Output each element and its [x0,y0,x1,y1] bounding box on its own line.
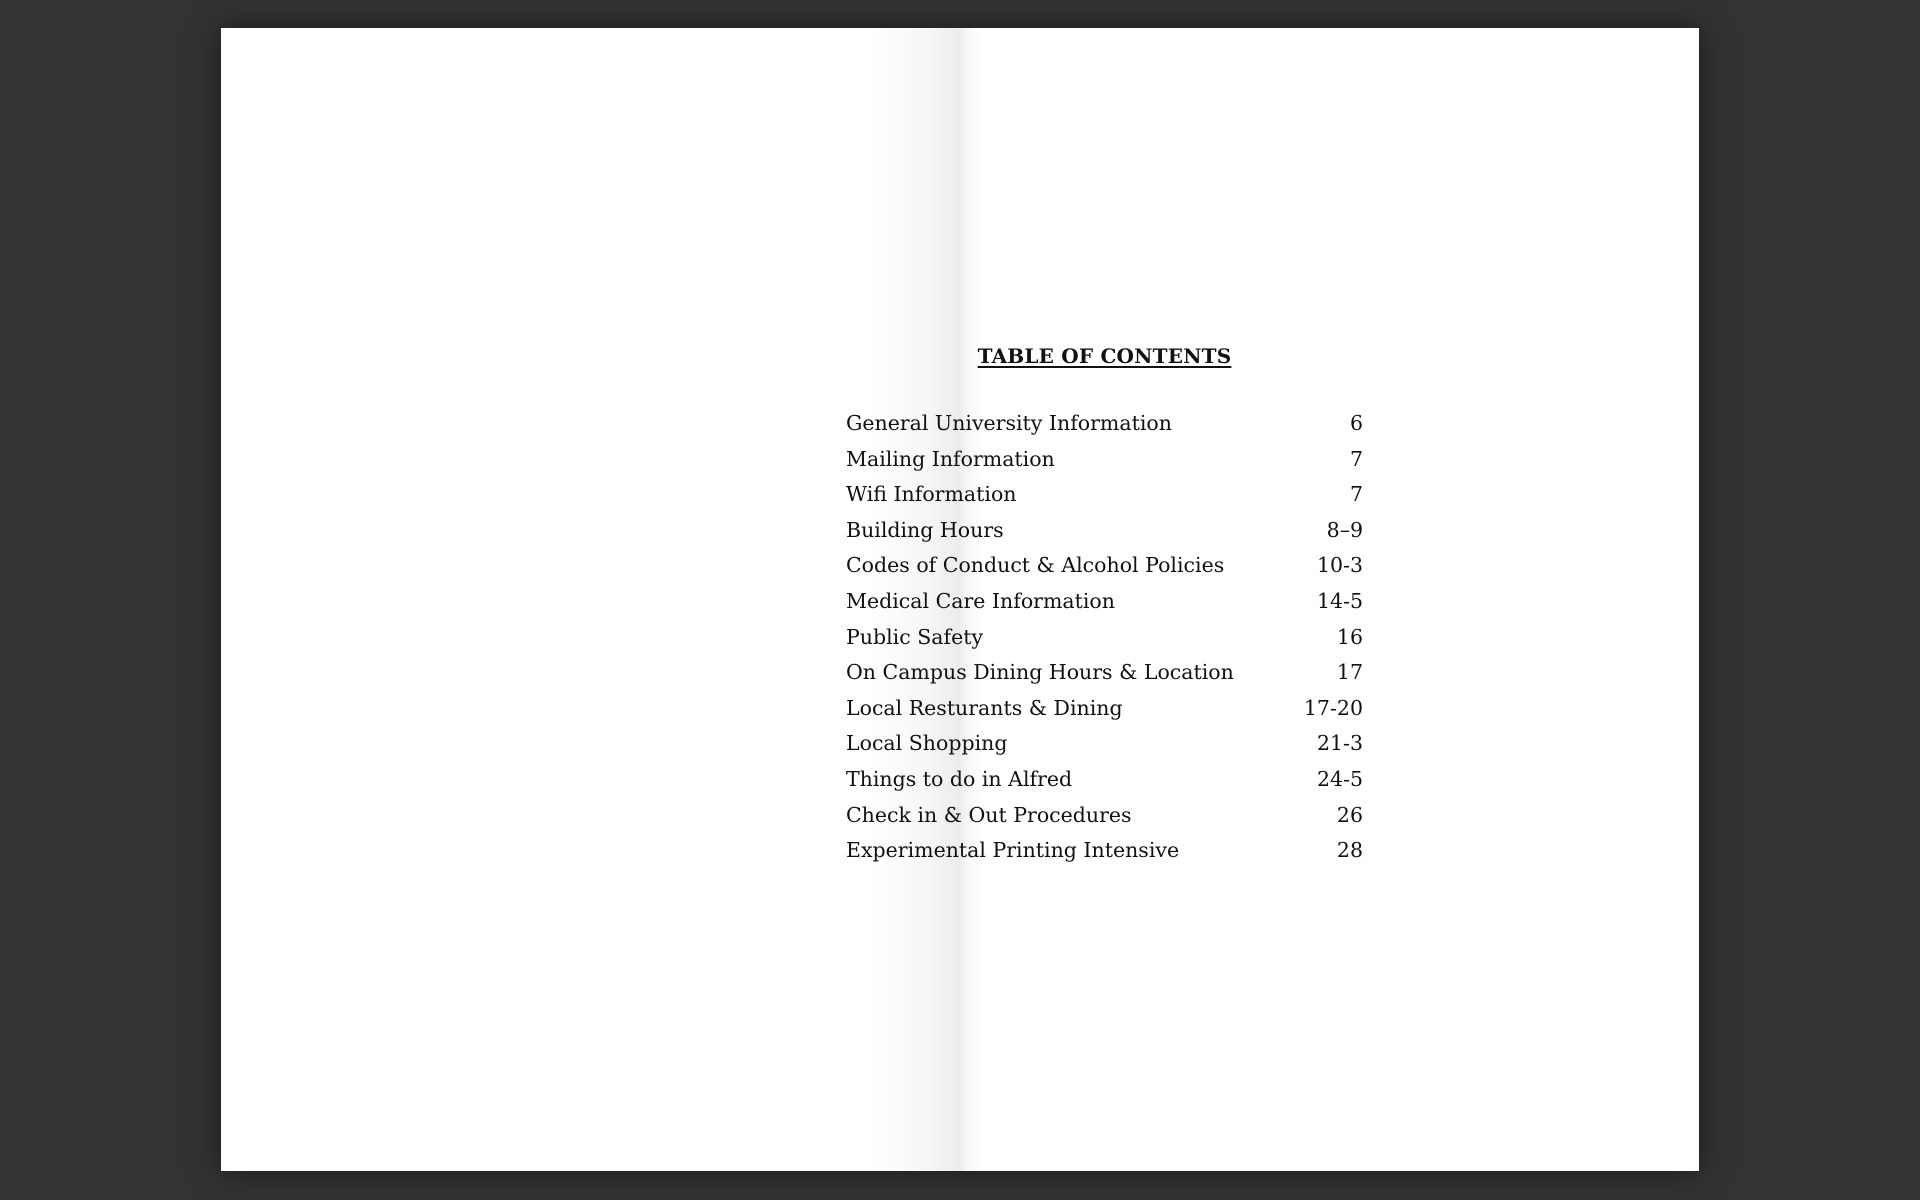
toc-entry-title: General University Information [846,411,1172,435]
toc-entry-title: Building Hours [846,517,1004,542]
toc-entry-page: 17-20 [1303,695,1363,720]
toc-entry [846,548,1363,584]
toc-entry [846,584,1363,620]
toc-entry-title: Codes of Conduct & Alcohol Policies [846,553,1225,578]
toc-entry [846,406,1363,442]
toc-entry-page: 10-3 [1316,553,1363,578]
toc-entry [846,798,1363,834]
toc-entry-page: 26 [1336,802,1363,827]
toc-entry-title: Local Shopping [846,731,1008,756]
toc-entry-title: Public Safety [846,624,984,649]
toc-entry-page: 21-3 [1316,731,1363,756]
toc-entry-page: 6 [1349,411,1363,435]
toc-entry [846,762,1363,798]
toc-entry [846,833,1363,869]
toc-entry-title: Local Resturants & Dining [846,695,1123,720]
toc-entry-title: Mailing Information [846,446,1055,471]
toc-entry-page: 7 [1349,446,1363,471]
toc-entry-title: Things to do in Alfred [846,766,1073,791]
toc-entry [846,477,1363,513]
toc-entry-title: Experimental Printing Intensive [846,838,1180,863]
toc-entry-page: 17 [1336,660,1363,685]
toc-entry-title: Wifi Information [846,482,1017,507]
toc-entry [846,691,1363,727]
toc-entry-page: 7 [1349,482,1363,507]
toc-entry [846,513,1363,549]
toc-entry-title: Check in & Out Procedures [846,802,1132,827]
toc-entry-page: 8–9 [1326,517,1363,542]
table-of-contents [846,344,1363,869]
toc-entry-page: 16 [1336,624,1363,649]
toc-entry-title: Medical Care Information [846,588,1115,613]
toc-entry-page: 24-5 [1316,766,1363,791]
toc-list [846,406,1363,869]
toc-entry-title: On Campus Dining Hours & Location [846,660,1234,685]
toc-entry [846,620,1363,656]
toc-entry [846,655,1363,691]
toc-entry [846,726,1363,762]
toc-title: TABLE OF CONTENTS [977,344,1232,368]
toc-entry [846,442,1363,478]
toc-entry-page: 28 [1336,838,1363,863]
toc-entry-page: 14-5 [1316,588,1363,613]
